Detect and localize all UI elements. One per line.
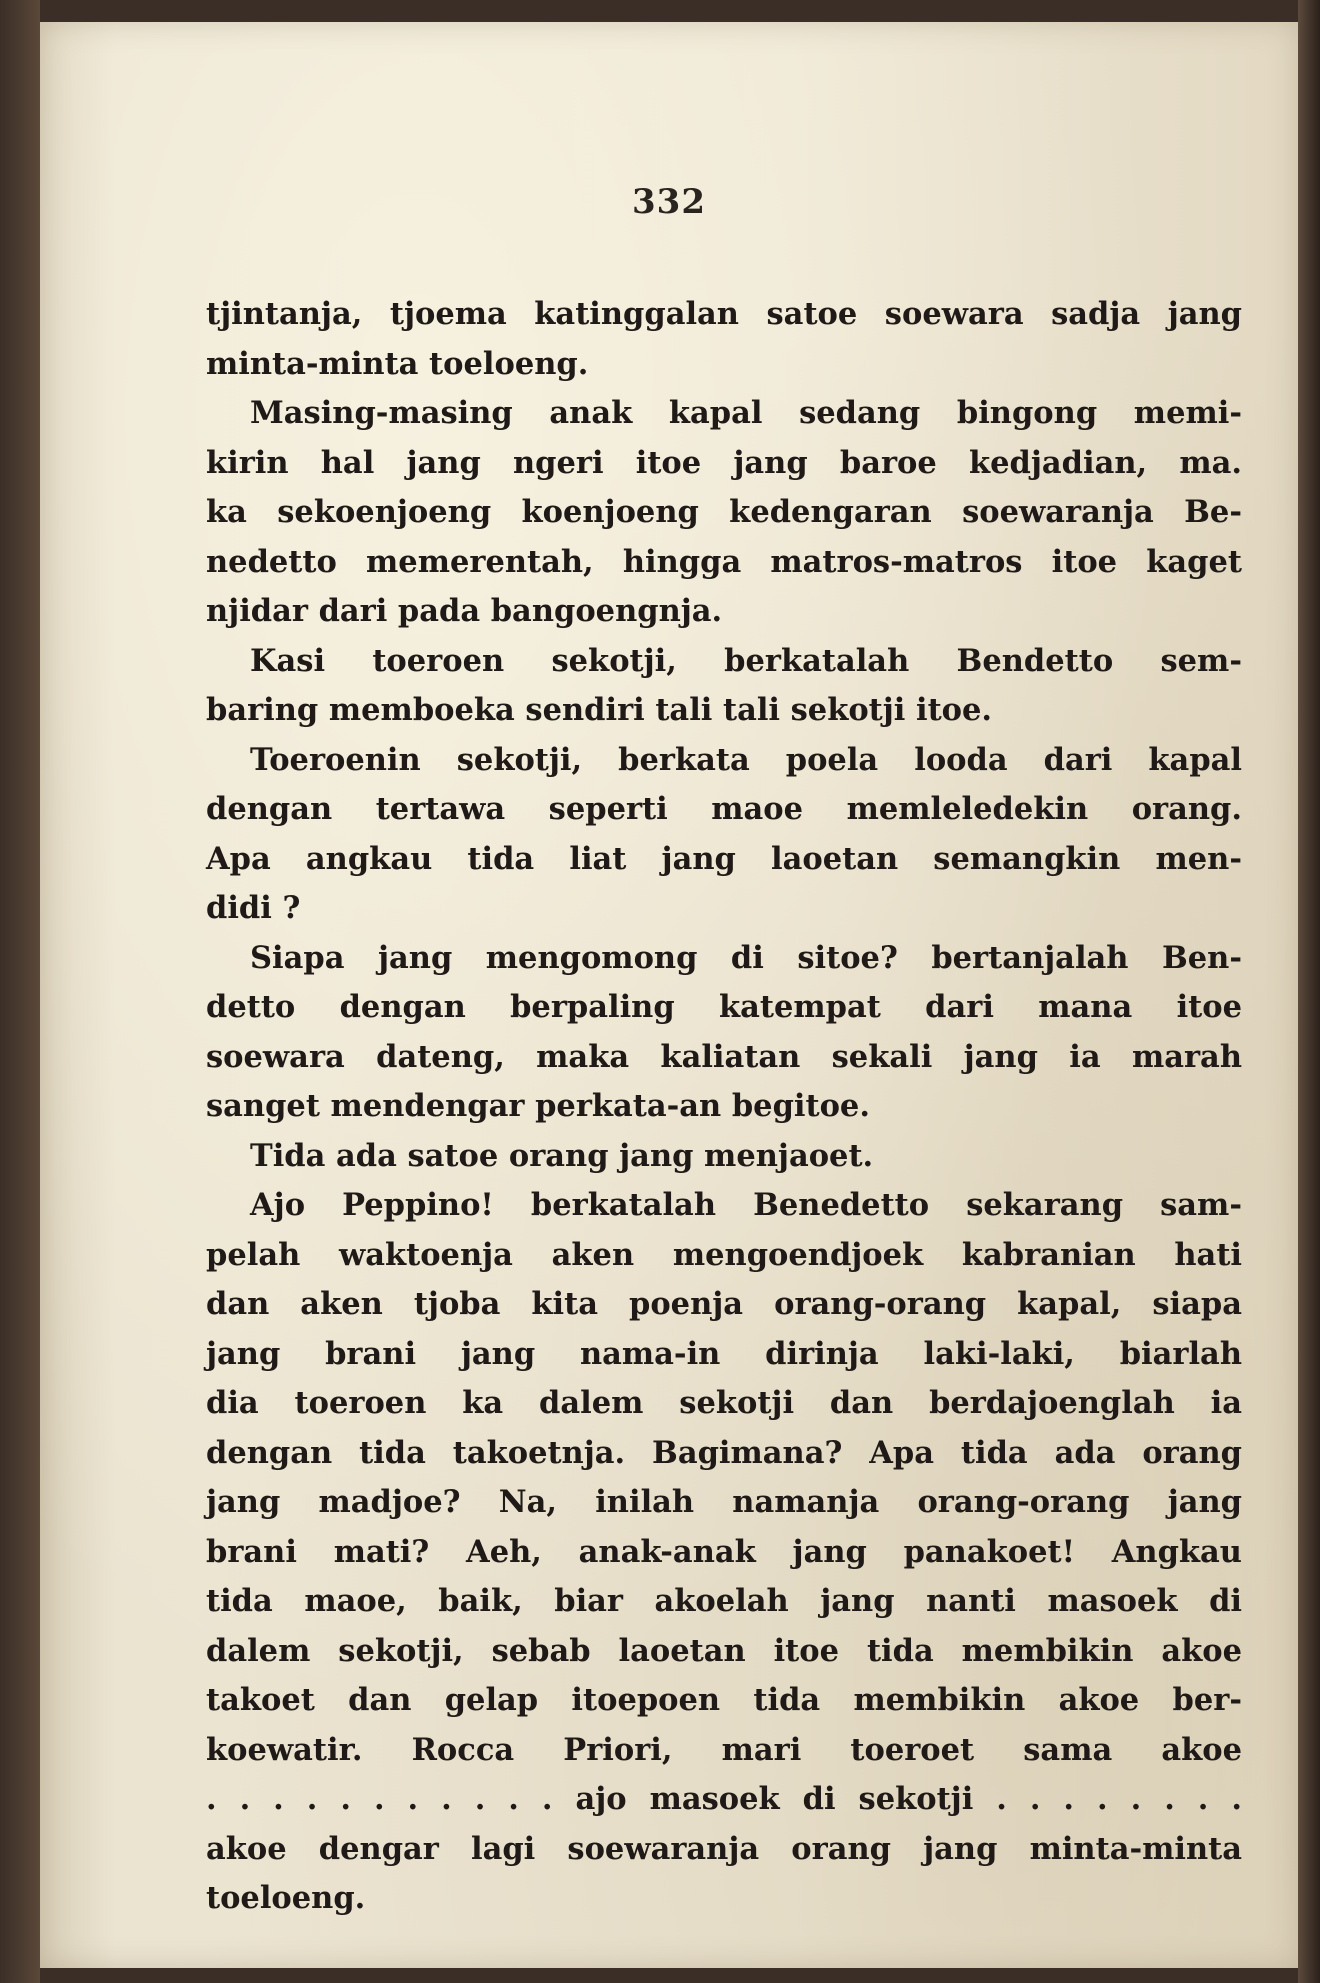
text-line: Toeroenin sekotji, berkata poela looda dari kapal xyxy=(250,741,1242,778)
text-line: koewatir. Rocca Priori, mari toeroet sama akoe xyxy=(206,1731,1242,1768)
text-line: toeloeng. xyxy=(206,1880,366,1916)
text-line: pelah waktoenja aken mengoendjoek kabranian hati xyxy=(206,1236,1242,1273)
text-line: Tida ada satoe orang jang menjaoet. xyxy=(250,1137,874,1174)
text-line: akoe dengar lagi soewaranja orang jang minta-minta xyxy=(206,1830,1242,1867)
text-line: minta-minta toeloeng. xyxy=(206,345,589,382)
text-line: soewara dateng, maka kaliatan sekali jang ia marah xyxy=(206,1038,1242,1075)
text-line: takoet dan gelap itoepoen tida membikin akoe ber- xyxy=(206,1682,1242,1718)
text-line: sanget mendengar perkata-an begitoe. xyxy=(206,1088,870,1124)
text-line: Ajo Peppino! berkatalah Benedetto sekarang sam- xyxy=(250,1187,1242,1223)
text-line: ka sekoenjoeng koenjoeng kedengaran soewaranja Be- xyxy=(206,494,1242,530)
text-line: dan aken tjoba kita poenja orang-orang kapal, siapa xyxy=(206,1286,1242,1322)
book-page xyxy=(40,22,1298,1968)
text-line: didi ? xyxy=(206,890,301,926)
text-line: Masing-masing anak kapal sedang bingong memi- xyxy=(250,395,1242,431)
text-line: Kasi toeroen sekotji, berkatalah Bendetto sem- xyxy=(250,642,1242,679)
page-edge-shadow xyxy=(1298,0,1320,1983)
text-line: kirin hal jang ngeri itoe jang baroe kedjadian, ma. xyxy=(206,444,1242,481)
text-line: dengan tida takoetnja. Bagimana? Apa tida ada orang xyxy=(206,1434,1242,1471)
text-line: brani mati? Aeh, anak-anak jang panakoet! Angkau xyxy=(206,1533,1242,1570)
text-line: Apa angkau tida liat jang laoetan semangkin men- xyxy=(206,840,1242,877)
text-line: dengan tertawa seperti maoe memleledekin orang. xyxy=(206,791,1242,827)
text-line: jang brani jang nama-in dirinja laki-laki, biarlah xyxy=(206,1335,1242,1372)
text-line: tjintanja, tjoema katinggalan satoe soewara sadja jang xyxy=(206,296,1242,332)
text-line: nedetto memerentah, hingga matros-matros itoe kaget xyxy=(206,543,1242,580)
text-line: detto dengan berpaling katempat dari mana itoe xyxy=(206,989,1242,1025)
text-line: njidar dari pada bangoengnja. xyxy=(206,593,723,629)
text-line: jang madjoe? Na, inilah namanja orang-orang jang xyxy=(206,1484,1242,1520)
text-line: Siapa jang mengomong di sitoe? bertanjalah Ben- xyxy=(250,939,1242,976)
text-line: tida maoe, baik, biar akoelah jang nanti masoek di xyxy=(206,1583,1242,1619)
body-text xyxy=(206,290,1242,1924)
text-line: . . . . . . . . . . . ajo masoek di sekotji . . . . . . . . xyxy=(206,1781,1242,1817)
book-spine-shadow xyxy=(0,0,40,1983)
page-number: 332 xyxy=(632,182,706,222)
text-line: baring memboeka sendiri tali tali sekotji itoe. xyxy=(206,692,993,728)
text-line: dia toeroen ka dalem sekotji dan berdajoenglah ia xyxy=(206,1385,1242,1421)
text-line: dalem sekotji, sebab laoetan itoe tida membikin akoe xyxy=(206,1632,1242,1669)
